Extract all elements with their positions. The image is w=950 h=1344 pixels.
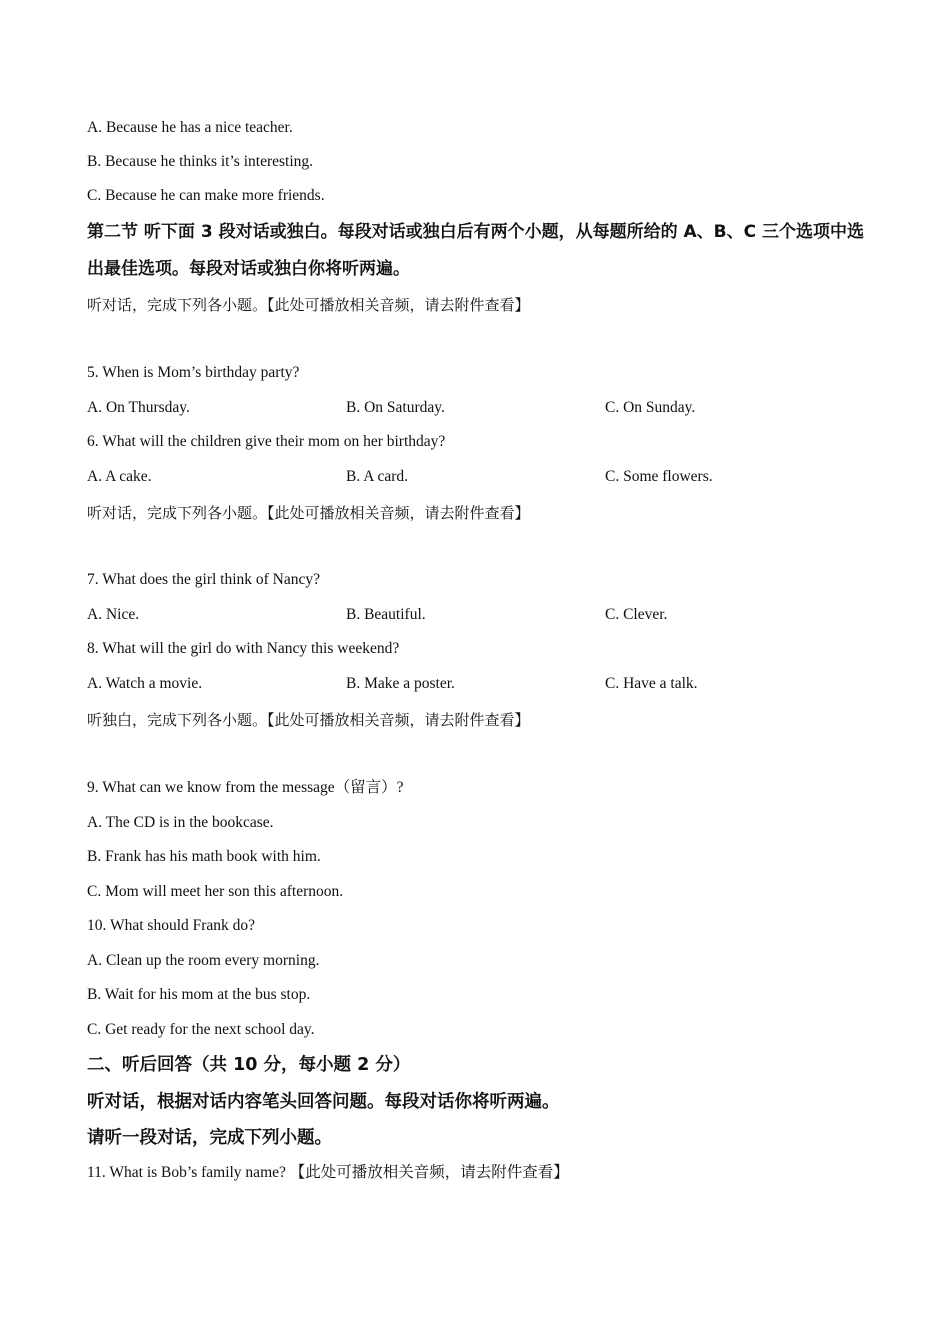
question-7-option-b: B. Beautiful. — [346, 606, 426, 623]
part2-instruction: 听对话，根据对话内容笔头回答问题。每段对话你将听两遍。 — [87, 1092, 560, 1112]
question-5-option-a: A. On Thursday. — [87, 399, 190, 416]
part2-subinstruction: 请听一段对话，完成下列小题。 — [87, 1128, 332, 1148]
question-9-stem: 9. What can we know from the message（留言）? — [87, 779, 404, 796]
question-8-stem: 8. What will the girl do with Nancy this weekend? — [87, 640, 400, 657]
question-5-option-b: B. On Saturday. — [346, 399, 445, 416]
question-6-stem: 6. What will the children give their mom on her birthday? — [87, 433, 446, 450]
question-5-stem: 5. When is Mom’s birthday party? — [87, 364, 300, 381]
question-9-option-b: B. Frank has his math book with him. — [87, 848, 321, 865]
question-6-option-c: C. Some flowers. — [605, 468, 713, 485]
monologue-instruction: 听独白，完成下列各小题。【此处可播放相关音频，请去附件查看】 — [87, 711, 530, 729]
question-5-options — [87, 398, 867, 418]
question-9-option-a: A. The CD is in the bookcase. — [87, 814, 274, 831]
question-10-option-c: C. Get ready for the next school day. — [87, 1021, 315, 1038]
question-7-option-a: A. Nice. — [87, 606, 140, 623]
question-6-option-b: B. A card. — [346, 468, 408, 485]
question-10-stem: 10. What should Frank do? — [87, 917, 256, 934]
question-7-option-c: C. Clever. — [605, 606, 668, 623]
question-8-option-c: C. Have a talk. — [605, 675, 698, 692]
part2-heading: 二、听后回答（共 10 分，每小题 2 分） — [87, 1055, 411, 1075]
option-c: C. Because he can make more friends. — [87, 187, 325, 204]
option-a: A. Because he has a nice teacher. — [87, 119, 293, 136]
question-8-options — [87, 674, 867, 694]
question-6-options — [87, 467, 867, 487]
question-7-options — [87, 605, 867, 625]
dialogue-2-instruction: 听对话，完成下列各小题。【此处可播放相关音频，请去附件查看】 — [87, 504, 530, 522]
question-8-option-b: B. Make a poster. — [346, 675, 455, 692]
dialogue-1-instruction: 听对话，完成下列各小题。【此处可播放相关音频，请去附件查看】 — [87, 296, 530, 314]
question-8-option-a: A. Watch a movie. — [87, 675, 203, 692]
question-10-option-b: B. Wait for his mom at the bus stop. — [87, 986, 311, 1003]
question-11: 11. What is Bob’s family name? 【此处可播放相关音频，请去附件查看】 — [87, 1164, 569, 1181]
question-9-option-c: C. Mom will meet her son this afternoon. — [87, 883, 344, 900]
question-6-option-a: A. A cake. — [87, 468, 152, 485]
option-b: B. Because he thinks it’s interesting. — [87, 153, 314, 170]
question-7-stem: 7. What does the girl think of Nancy? — [87, 571, 321, 588]
question-10-option-a: A. Clean up the room every morning. — [87, 952, 320, 969]
section2-heading: 第二节 听下面 3 段对话或独白。每段对话或独白后有两个小题，从每题所给的 A、B、C 三个选项中选出最佳选项。每段对话或独白你将听两遍。 — [87, 222, 865, 279]
question-5-option-c: C. On Sunday. — [605, 399, 696, 416]
